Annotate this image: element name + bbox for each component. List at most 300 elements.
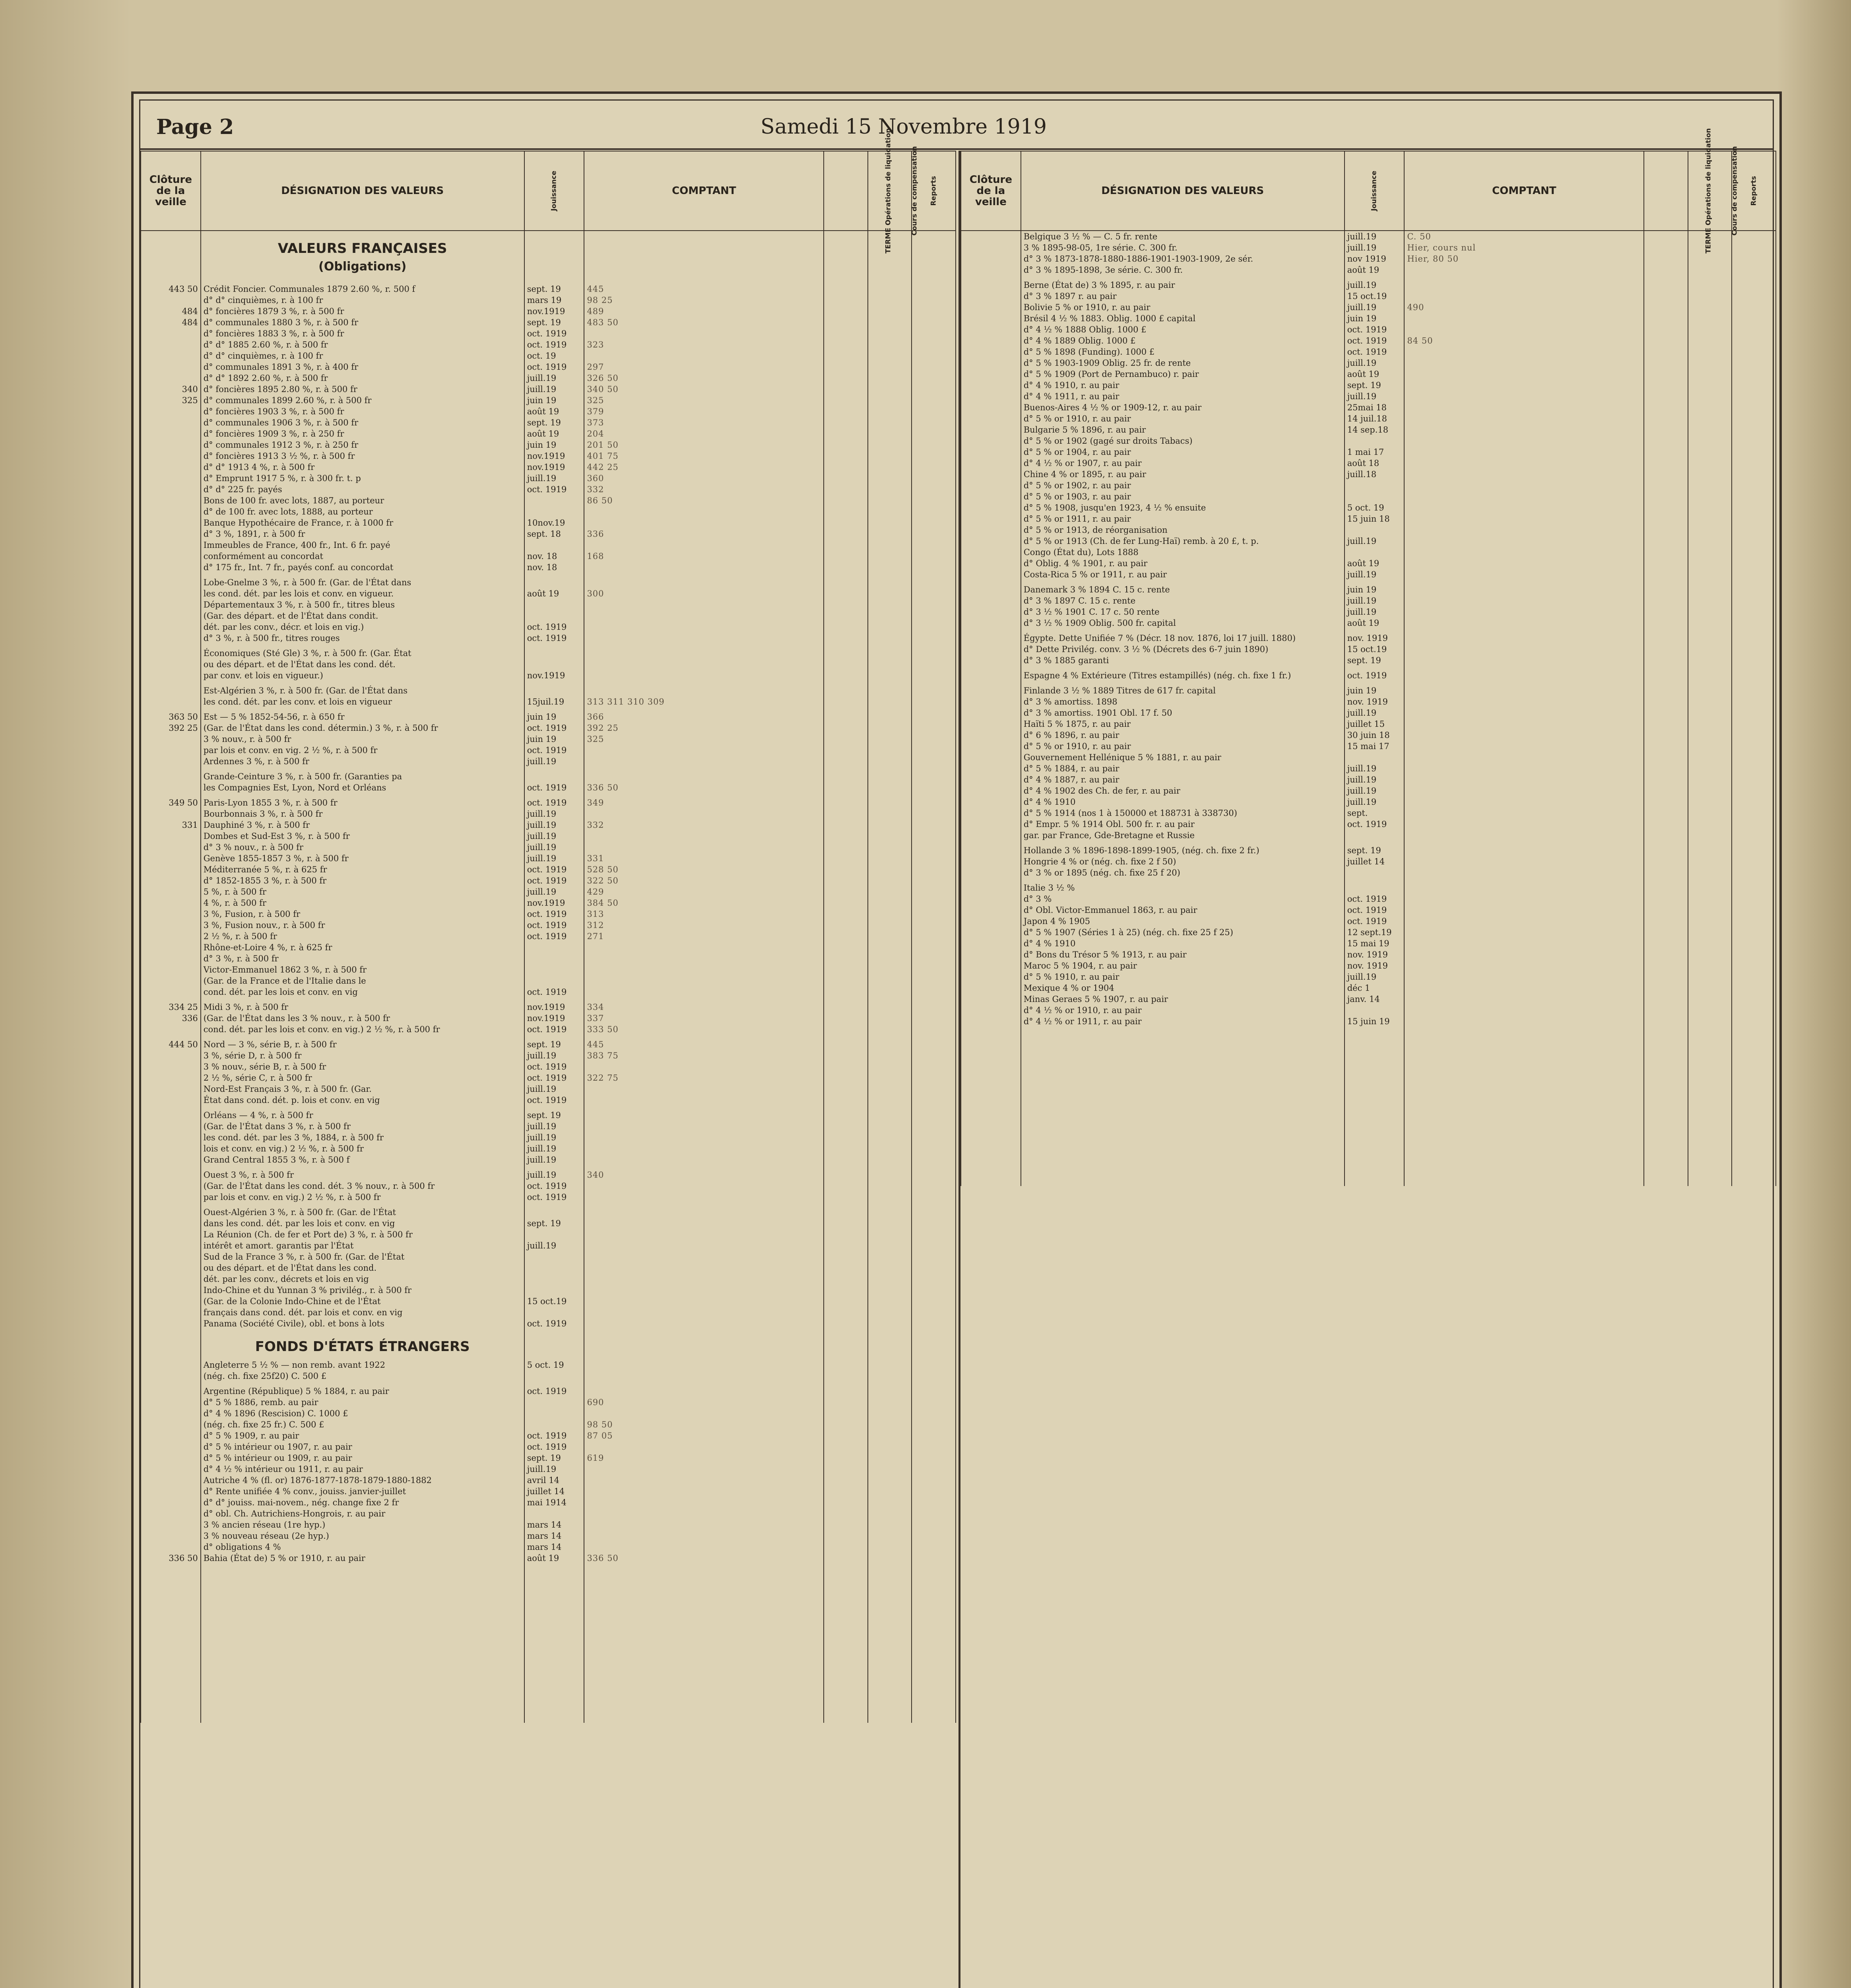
reports-cell xyxy=(1732,774,1776,785)
jouissance-cell: juin 19 xyxy=(524,734,584,745)
compensation-cell xyxy=(868,283,912,295)
jouissance-cell: juillet 14 xyxy=(1345,856,1405,867)
jouissance-cell xyxy=(1345,524,1405,536)
compensation-cell xyxy=(1688,916,1732,927)
reports-cell xyxy=(912,1192,956,1203)
cloture-cell xyxy=(141,1192,201,1203)
designation-cell: d° 5 % 1914 (nos 1 à 150000 et 188731 à 338730) xyxy=(1021,808,1345,819)
cloture-cell xyxy=(141,1132,201,1143)
designation-cell: d° 5 % 1910, r. au pair xyxy=(1021,971,1345,982)
compensation-cell xyxy=(868,722,912,734)
designation-cell: d° 5 % or 1910, r. au pair xyxy=(1021,741,1345,752)
jouissance-cell: oct. 1919 xyxy=(524,864,584,875)
table-row xyxy=(141,1002,956,1013)
reports-cell xyxy=(912,1430,956,1441)
cloture-cell: 443 50 xyxy=(141,283,201,295)
terme-cell xyxy=(824,1541,868,1553)
jouissance-cell: janv. 14 xyxy=(1345,994,1405,1005)
spacer-row xyxy=(141,1106,956,1110)
compensation-cell xyxy=(868,1002,912,1013)
page-header xyxy=(140,101,1773,150)
jouissance-cell: juill.19 xyxy=(524,1464,584,1475)
spacer-cell xyxy=(912,644,956,648)
jouissance-cell: août 19 xyxy=(1345,264,1405,276)
comptant-cell xyxy=(1404,655,1644,666)
cloture-cell xyxy=(141,517,201,528)
terme-cell xyxy=(1644,982,1688,994)
table-row xyxy=(141,711,956,722)
spacer-cell xyxy=(584,793,824,797)
comptant-cell: 349 xyxy=(584,797,824,808)
compensation-cell xyxy=(868,1397,912,1408)
table-row xyxy=(961,280,1776,291)
jouissance-cell: oct. 1919 xyxy=(524,1386,584,1397)
comptant-cell: 300 xyxy=(584,588,824,599)
comptant-cell xyxy=(1404,633,1644,644)
reports-cell xyxy=(912,621,956,633)
terme-cell xyxy=(824,1154,868,1165)
reports-cell xyxy=(1732,763,1776,774)
terme-cell xyxy=(1644,741,1688,752)
jouissance-cell: sept. 19 xyxy=(524,283,584,295)
compensation-cell xyxy=(868,439,912,450)
compensation-cell xyxy=(868,1154,912,1165)
designation-cell: Minas Geraes 5 % 1907, r. au pair xyxy=(1021,994,1345,1005)
designation-cell: d° 4 ½ % 1888 Oblig. 1000 £ xyxy=(1021,324,1345,335)
designation-cell: d° d° 1892 2.60 %, r. à 500 fr xyxy=(201,373,524,384)
terme-cell xyxy=(1644,730,1688,741)
jouissance-cell: juill.19 xyxy=(524,1240,584,1251)
cloture-cell xyxy=(141,551,201,562)
table-row xyxy=(961,763,1776,774)
cloture-cell xyxy=(141,1486,201,1497)
designation-cell: Départementaux 3 %, r. à 500 fr., titres bleus xyxy=(201,599,524,610)
terme-cell xyxy=(824,670,868,681)
table-row xyxy=(961,595,1776,606)
spacer-cell xyxy=(201,644,524,648)
designation-cell: (nég. ch. fixe 25f20) C. 500 £ xyxy=(201,1371,524,1382)
compensation-cell xyxy=(1688,346,1732,357)
cloture-cell xyxy=(961,741,1021,752)
terme-cell xyxy=(824,462,868,473)
terme-cell xyxy=(824,1039,868,1050)
jouissance-cell: juill.19 xyxy=(524,1169,584,1180)
jouissance-cell: juill.19 xyxy=(524,1121,584,1132)
table-row xyxy=(961,774,1776,785)
jouissance-cell xyxy=(1345,547,1405,558)
spacer-row xyxy=(141,1165,956,1169)
compensation-cell xyxy=(868,986,912,998)
reports-cell xyxy=(912,797,956,808)
terme-cell xyxy=(824,685,868,696)
cloture-cell xyxy=(961,291,1021,302)
spacer-row xyxy=(961,666,1776,670)
table-row xyxy=(961,982,1776,994)
right-table-half xyxy=(958,128,1776,1988)
comptant-cell xyxy=(584,685,824,696)
designation-cell: d° 3 ½ % 1901 C. 17 c. 50 rente xyxy=(1021,606,1345,617)
table-row xyxy=(961,313,1776,324)
comptant-cell xyxy=(1404,763,1644,774)
reports-cell xyxy=(1732,882,1776,893)
reports-cell xyxy=(912,1132,956,1143)
table-row xyxy=(961,435,1776,447)
compensation-cell xyxy=(868,734,912,745)
reports-cell xyxy=(1732,785,1776,796)
table-row xyxy=(961,617,1776,629)
comptant-cell: 312 xyxy=(584,920,824,931)
compensation-cell xyxy=(868,1519,912,1530)
table-row xyxy=(961,994,1776,1005)
jouissance-cell: juill.19 xyxy=(1345,785,1405,796)
spacer-cell xyxy=(824,573,868,577)
cloture-cell xyxy=(961,391,1021,402)
cloture-cell xyxy=(961,960,1021,971)
comptant-cell: 442 25 xyxy=(584,462,824,473)
reports-cell xyxy=(1732,447,1776,458)
compensation-cell xyxy=(868,1251,912,1262)
comptant-cell xyxy=(584,1285,824,1296)
compensation-cell xyxy=(1688,960,1732,971)
designation-cell: d° 5 % intérieur ou 1907, r. au pair xyxy=(201,1441,524,1452)
filler-cell xyxy=(1345,1027,1405,1186)
terme-cell xyxy=(824,610,868,621)
terme-cell xyxy=(824,384,868,395)
spacer-cell xyxy=(524,767,584,771)
filler-cell xyxy=(141,1564,201,1723)
comptant-cell: 326 50 xyxy=(584,373,824,384)
table-row xyxy=(961,938,1776,949)
comptant-cell: 332 xyxy=(584,484,824,495)
terme-cell xyxy=(824,1169,868,1180)
terme-cell xyxy=(824,428,868,439)
table-row xyxy=(141,771,956,782)
jouissance-cell: oct. 1919 xyxy=(524,1095,584,1106)
table-row xyxy=(961,1016,1776,1027)
designation-cell: ou des départ. et de l'État dans les cond. dét. xyxy=(201,659,524,670)
reports-cell xyxy=(1732,595,1776,606)
comptant-cell xyxy=(1404,785,1644,796)
cloture-cell xyxy=(141,428,201,439)
designation-cell: d° 5 % 1907 (Séries 1 à 25) (nég. ch. fixe 25 f 25) xyxy=(1021,927,1345,938)
comptant-cell xyxy=(1404,882,1644,893)
spacer-cell xyxy=(201,767,524,771)
reports-cell xyxy=(1732,313,1776,324)
designation-cell: d° 4 ½ % or 1911, r. au pair xyxy=(1021,1016,1345,1027)
designation-cell: d° 5 % or 1904, r. au pair xyxy=(1021,447,1345,458)
spacer-cell xyxy=(824,998,868,1002)
section-heading-row xyxy=(141,1329,956,1359)
comptant-cell xyxy=(584,506,824,517)
jouissance-cell: oct. 19 xyxy=(524,350,584,361)
terme-cell xyxy=(824,495,868,506)
comptant-cell xyxy=(1404,480,1644,491)
jouissance-cell: oct. 1919 xyxy=(1345,335,1405,346)
reports-cell xyxy=(912,670,956,681)
comptant-cell xyxy=(584,350,824,361)
designation-cell: d° Obl. Victor-Emmanuel 1863, r. au pair xyxy=(1021,905,1345,916)
spacer-cell xyxy=(141,1382,201,1386)
compensation-cell xyxy=(1688,882,1732,893)
table-row xyxy=(961,960,1776,971)
reports-cell xyxy=(912,1143,956,1154)
designation-cell: d° 3 %, 1891, r. à 500 fr xyxy=(201,528,524,540)
designation-cell: par conv. et lois en vigueur.) xyxy=(201,670,524,681)
table-row xyxy=(141,540,956,551)
table-row xyxy=(961,685,1776,696)
terme-cell xyxy=(824,819,868,831)
terme-cell xyxy=(824,1441,868,1452)
spacer-cell xyxy=(1732,666,1776,670)
compensation-cell xyxy=(868,384,912,395)
compensation-cell xyxy=(1688,547,1732,558)
cloture-cell xyxy=(961,982,1021,994)
cloture-cell xyxy=(961,655,1021,666)
comptant-cell xyxy=(584,1508,824,1519)
comptant-cell xyxy=(584,1296,824,1307)
reports-cell xyxy=(912,1541,956,1553)
comptant-cell xyxy=(1404,491,1644,502)
jouissance-cell: oct. 1919 xyxy=(524,339,584,350)
terme-cell xyxy=(824,339,868,350)
cloture-cell xyxy=(141,1121,201,1132)
reports-cell xyxy=(912,1240,956,1251)
comptant-cell xyxy=(1404,313,1644,324)
reports-cell xyxy=(1732,644,1776,655)
table-row xyxy=(141,1083,956,1095)
comptant-cell xyxy=(584,953,824,964)
comptant-cell: 333 50 xyxy=(584,1024,824,1035)
spacer-cell xyxy=(1345,666,1405,670)
comptant-cell xyxy=(1404,617,1644,629)
reports-cell xyxy=(912,1039,956,1050)
comptant-cell xyxy=(1404,949,1644,960)
compensation-cell xyxy=(868,417,912,428)
terme-cell xyxy=(824,920,868,931)
table-row xyxy=(141,875,956,886)
reports-cell xyxy=(912,1251,956,1262)
spacer-cell xyxy=(524,1382,584,1386)
jouissance-cell: juill.19 xyxy=(1345,569,1405,580)
compensation-cell xyxy=(1688,763,1732,774)
terme-cell xyxy=(824,417,868,428)
terme-cell xyxy=(824,1318,868,1329)
cloture-cell xyxy=(141,484,201,495)
cloture-cell xyxy=(961,491,1021,502)
jouissance-cell: juill.19 xyxy=(1345,302,1405,313)
cloture-cell: 444 50 xyxy=(141,1039,201,1050)
table-row xyxy=(961,502,1776,513)
cloture-cell xyxy=(141,1207,201,1218)
reports-cell xyxy=(1732,264,1776,276)
cloture-cell xyxy=(961,916,1021,927)
terme-cell xyxy=(1644,696,1688,707)
table-row xyxy=(141,1307,956,1318)
cloture-cell xyxy=(141,1464,201,1475)
designation-cell: d° 4 % 1910, r. au pair xyxy=(1021,380,1345,391)
compensation-cell xyxy=(868,317,912,328)
compensation-cell xyxy=(1688,856,1732,867)
reports-cell xyxy=(912,384,956,395)
table-row xyxy=(141,1553,956,1564)
reports-cell xyxy=(1732,524,1776,536)
spacer-cell xyxy=(1021,580,1345,584)
reports-cell xyxy=(912,361,956,373)
filler-cell xyxy=(1404,1027,1644,1186)
cloture-cell xyxy=(141,361,201,373)
cloture-cell xyxy=(141,1397,201,1408)
designation-cell: d° foncières 1879 3 %, r. à 500 fr xyxy=(201,306,524,317)
spacer-cell xyxy=(524,644,584,648)
comptant-cell: 325 xyxy=(584,734,824,745)
spacer-cell xyxy=(1688,580,1732,584)
designation-cell: (nég. ch. fixe 25 fr.) C. 500 £ xyxy=(201,1419,524,1430)
spacer-cell xyxy=(1021,841,1345,845)
table-row xyxy=(961,971,1776,982)
terme-cell xyxy=(824,1464,868,1475)
terme-cell xyxy=(1644,796,1688,808)
jouissance-cell: août 18 xyxy=(1345,458,1405,469)
reports-cell xyxy=(912,1318,956,1329)
spacer-cell xyxy=(524,573,584,577)
reports-cell xyxy=(1732,830,1776,841)
table-row xyxy=(961,796,1776,808)
compensation-cell xyxy=(868,1497,912,1508)
col-jouissance: Jouissance xyxy=(524,151,584,231)
reports-cell xyxy=(912,1207,956,1218)
designation-cell: Bons de 100 fr. avec lots, 1887, au porteur xyxy=(201,495,524,506)
designation-cell: Méditerranée 5 %, r. à 625 fr xyxy=(201,864,524,875)
spacer-cell xyxy=(824,1165,868,1169)
comptant-cell xyxy=(584,1486,824,1497)
cloture-cell xyxy=(961,718,1021,730)
terme-cell xyxy=(824,621,868,633)
designation-cell: (Gar. des départ. et de l'État dans condit. xyxy=(201,610,524,621)
cloture-cell xyxy=(141,528,201,540)
terme-cell xyxy=(824,897,868,909)
reports-cell xyxy=(912,808,956,819)
table-row xyxy=(961,633,1776,644)
terme-cell xyxy=(1644,584,1688,595)
table-row xyxy=(961,845,1776,856)
compensation-cell xyxy=(868,842,912,853)
designation-cell: d° obl. Ch. Autrichiens-Hongrois, r. au pair xyxy=(201,1508,524,1519)
jouissance-cell: sept. 19 xyxy=(524,1218,584,1229)
jouissance-cell: juill.19 xyxy=(524,756,584,767)
spacer-cell xyxy=(868,1165,912,1169)
jouissance-cell xyxy=(524,1371,584,1382)
cloture-cell xyxy=(141,670,201,681)
terme-cell xyxy=(824,328,868,339)
spacer-cell xyxy=(868,1203,912,1207)
table-row xyxy=(141,621,956,633)
table-row xyxy=(141,1452,956,1464)
compensation-cell xyxy=(868,1408,912,1419)
table-row xyxy=(141,1408,956,1419)
table-row xyxy=(961,584,1776,595)
table-row xyxy=(961,606,1776,617)
table-row xyxy=(141,1061,956,1072)
comptant-cell xyxy=(584,1121,824,1132)
compensation-cell xyxy=(1688,558,1732,569)
table-row xyxy=(961,346,1776,357)
table-row xyxy=(961,752,1776,763)
terme-cell xyxy=(824,1430,868,1441)
terme-cell xyxy=(824,373,868,384)
reports-cell xyxy=(912,1013,956,1024)
compensation-cell xyxy=(1688,513,1732,524)
terme-cell xyxy=(1644,685,1688,696)
comptant-cell xyxy=(584,261,824,283)
jouissance-cell xyxy=(524,1251,584,1262)
jouissance-cell xyxy=(524,506,584,517)
terme-cell xyxy=(824,1061,868,1072)
comptant-cell: C. 50 xyxy=(1404,231,1644,242)
comptant-cell: 313 xyxy=(584,909,824,920)
comptant-cell: 690 xyxy=(584,1397,824,1408)
reports-cell xyxy=(912,1229,956,1240)
table-row xyxy=(141,462,956,473)
reports-cell xyxy=(912,1486,956,1497)
comptant-cell xyxy=(1404,536,1644,547)
designation-cell: d° 4 % 1896 (Rescision) C. 1000 £ xyxy=(201,1408,524,1419)
terme-cell xyxy=(1644,291,1688,302)
terme-cell xyxy=(1644,357,1688,369)
compensation-cell xyxy=(868,1121,912,1132)
designation-cell: d° 5 % 1886, remb. au pair xyxy=(201,1397,524,1408)
cloture-cell xyxy=(141,1285,201,1296)
reports-cell xyxy=(912,853,956,864)
spacer-cell xyxy=(1688,666,1732,670)
cloture-cell xyxy=(961,774,1021,785)
spacer-cell xyxy=(824,707,868,711)
designation-cell: d° 4 % 1910 xyxy=(1021,796,1345,808)
comptant-cell xyxy=(584,1530,824,1541)
spacer-cell xyxy=(961,681,1021,685)
compensation-cell xyxy=(868,577,912,588)
compensation-cell xyxy=(868,540,912,551)
table-row xyxy=(141,931,956,942)
designation-cell: d° d° jouiss. mai-novem., nég. change fixe 2 fr xyxy=(201,1497,524,1508)
designation-cell: d° 5 % intérieur ou 1909, r. au pair xyxy=(201,1452,524,1464)
compensation-cell xyxy=(868,975,912,986)
jouissance-cell: oct. 1919 xyxy=(524,1180,584,1192)
jouissance-cell: juill.19 xyxy=(1345,606,1405,617)
spacer-cell xyxy=(1345,276,1405,280)
comptant-cell xyxy=(584,745,824,756)
cloture-cell: 325 xyxy=(141,395,201,406)
compensation-cell xyxy=(868,588,912,599)
designation-cell: Congo (État du), Lots 1888 xyxy=(1021,547,1345,558)
terme-cell xyxy=(824,231,868,261)
reports-cell xyxy=(912,1519,956,1530)
spacer-row xyxy=(961,681,1776,685)
jouissance-cell xyxy=(524,1307,584,1318)
terme-cell xyxy=(1644,893,1688,905)
compensation-cell xyxy=(868,306,912,317)
comptant-cell: 86 50 xyxy=(584,495,824,506)
reports-cell xyxy=(912,734,956,745)
terme-cell xyxy=(1644,469,1688,480)
comptant-cell xyxy=(584,1251,824,1262)
terme-cell xyxy=(824,931,868,942)
table-row xyxy=(961,458,1776,469)
terme-cell xyxy=(824,439,868,450)
terme-cell xyxy=(824,1274,868,1285)
table-row xyxy=(141,1072,956,1083)
cloture-cell xyxy=(961,606,1021,617)
compensation-cell xyxy=(868,920,912,931)
